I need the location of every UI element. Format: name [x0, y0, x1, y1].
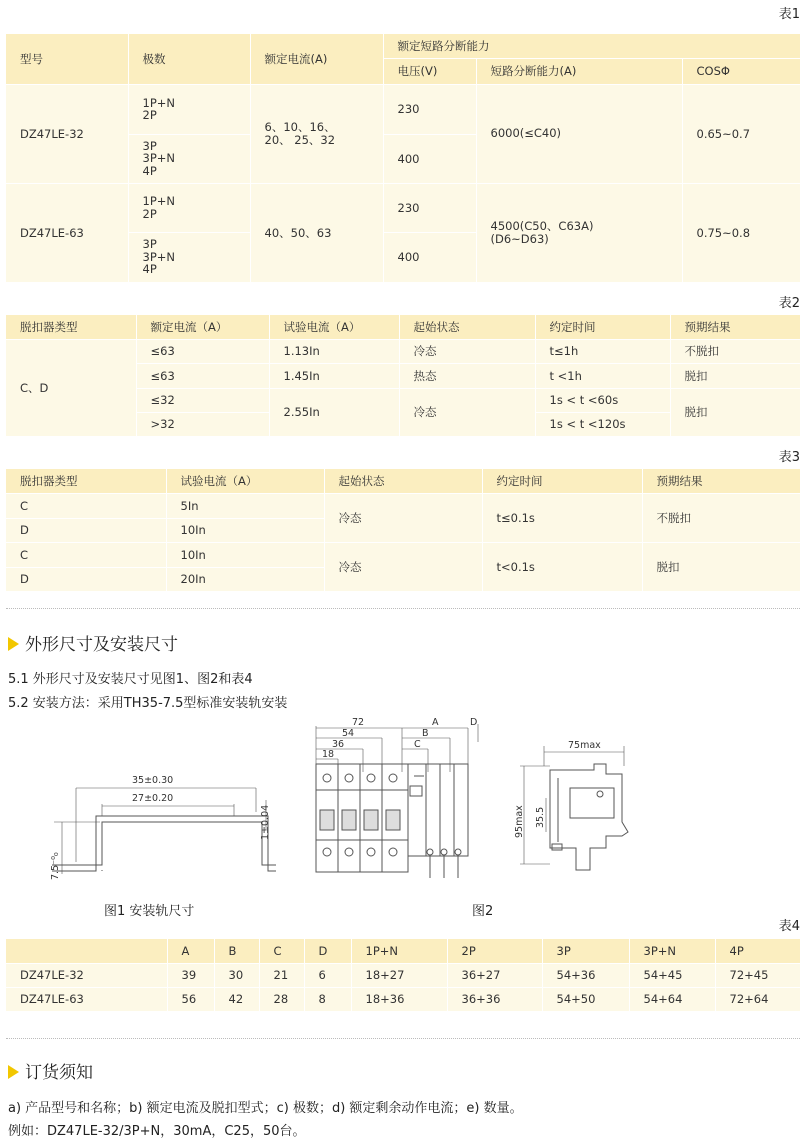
dim-72-label: 72: [352, 717, 365, 728]
test-cell: 2.55In: [269, 388, 399, 436]
trip-type-cell: C、D: [6, 339, 136, 436]
figure2-caption: 图2: [472, 904, 494, 919]
test-cell: 5In: [166, 493, 324, 518]
table-cell: 8: [304, 987, 351, 1011]
voltage-cell: 400: [383, 232, 476, 282]
header-initial-state: 起始状态: [324, 469, 482, 493]
table-cell: 28: [259, 987, 304, 1011]
state-cell: 热态: [399, 363, 535, 388]
table-cell: 54+45: [629, 963, 715, 987]
header-expected-result: 预期结果: [642, 469, 800, 493]
time-cell: 1s < t <120s: [535, 412, 670, 436]
state-cell: 冷态: [324, 493, 482, 542]
table3-label: 表3: [778, 450, 800, 465]
time-cell: t≤1h: [535, 339, 670, 363]
table-cell: 30: [214, 963, 259, 987]
order-line-1: a) 产品型号和名称；b) 额定电流及脱扣型式；c) 极数；d) 额定剩余动作电流；e) 数量。: [8, 1101, 523, 1116]
poles-cell: 1P+N 2P: [128, 84, 250, 134]
voltage-cell: 230: [383, 183, 476, 232]
header-a: A: [167, 939, 214, 963]
poles-cell: 3P 3P+N 4P: [128, 232, 250, 282]
poles-cell: 1P+N 2P: [128, 183, 250, 232]
result-cell: 脱扣: [670, 388, 800, 436]
table-cell: 21: [259, 963, 304, 987]
time-cell: 1s < t <60s: [535, 388, 670, 412]
dim-c-label: C: [414, 739, 421, 750]
table-cell: 54+50: [542, 987, 629, 1011]
header-4p: 4P: [715, 939, 800, 963]
test-cell: 20In: [166, 567, 324, 591]
section-order-heading: 订货须知: [8, 1058, 93, 1083]
breaking-cell: 6000(≤C40): [476, 84, 682, 183]
table-cell: 72+45: [715, 963, 800, 987]
dim-b-label: B: [422, 728, 429, 739]
rated-cell: >32: [136, 412, 269, 436]
header-initial-state: 起始状态: [399, 315, 535, 339]
time-cell: t<0.1s: [482, 542, 642, 591]
side-width-label: 75max: [568, 740, 601, 751]
rated-table: [6, 34, 800, 283]
header-model: 型号: [6, 34, 128, 84]
divider: [6, 608, 800, 609]
state-cell: 冷态: [324, 542, 482, 591]
table-cell: 42: [214, 987, 259, 1011]
header-trip-type: 脱扣器类型: [6, 315, 136, 339]
voltage-cell: 230: [383, 84, 476, 134]
test-cell: 1.45In: [269, 363, 399, 388]
rail-height-label: 7.5⁻⁰₀: [50, 852, 61, 880]
table1-label: 表1: [778, 7, 800, 22]
time-cell: t≤0.1s: [482, 493, 642, 542]
type-cell: D: [6, 567, 166, 591]
side-mid-label: 35.5: [535, 806, 546, 828]
rail-thickness-label: 1±0.04: [260, 804, 271, 840]
header-2p: 2P: [447, 939, 542, 963]
rail-drawing: [40, 770, 280, 890]
header-short-circuit: 短路分断能力(A): [476, 58, 682, 84]
header-c: C: [259, 939, 304, 963]
dimension-table: [6, 939, 800, 1012]
divider: [6, 1038, 800, 1039]
header-test-current: 试验电流（A）: [166, 469, 324, 493]
header-cos: COSΦ: [682, 58, 800, 84]
header-d: D: [304, 939, 351, 963]
header-poles: 极数: [128, 34, 250, 84]
table-cell: 56: [167, 987, 214, 1011]
dim-a-label: A: [432, 717, 439, 728]
table-cell: 72+64: [715, 987, 800, 1011]
result-cell: 不脱扣: [670, 339, 800, 363]
test-cell: 1.13In: [269, 339, 399, 363]
header-expected-result: 预期结果: [670, 315, 800, 339]
header-voltage: 电压(V): [383, 58, 476, 84]
table-cell: 54+64: [629, 987, 715, 1011]
order-line-2: 例如：DZ47LE-32/3P+N，30mA，C25，50台。: [8, 1124, 306, 1139]
header-rated-current: 额定电流（A）: [136, 315, 269, 339]
dim-54-label: 54: [342, 728, 355, 739]
model-cell: DZ47LE-32: [6, 84, 128, 183]
header-agreed-time: 约定时间: [482, 469, 642, 493]
table2-label: 表2: [778, 296, 800, 311]
state-cell: 冷态: [399, 339, 535, 363]
dim-d-label: D: [470, 717, 478, 728]
header-b: B: [214, 939, 259, 963]
side-height-label: 95max: [514, 805, 525, 838]
trip-test-table: [6, 315, 800, 437]
voltage-cell: 400: [383, 134, 476, 183]
side-view-drawing: [510, 736, 640, 886]
type-cell: D: [6, 518, 166, 542]
header-trip-type: 脱扣器类型: [6, 469, 166, 493]
table-cell: 36+27: [447, 963, 542, 987]
type-cell: C: [6, 493, 166, 518]
triangle-bullet-icon: [8, 637, 19, 651]
section-dimensions-heading: 外形尺寸及安装尺寸: [8, 630, 178, 655]
dimensions-line-1: 5.1 外形尺寸及安装尺寸见图1、图2和表4: [8, 672, 253, 687]
dimensions-line-2: 5.2 安装方法：采用TH35-7.5型标准安装轨安装: [8, 696, 288, 711]
state-cell: 冷态: [399, 388, 535, 436]
table-cell: 39: [167, 963, 214, 987]
triangle-bullet-icon: [8, 1065, 19, 1079]
table-cell: DZ47LE-63: [6, 987, 167, 1011]
table4-label: 表4: [778, 919, 800, 934]
test-cell: 10In: [166, 518, 324, 542]
dim-36-label: 36: [332, 739, 345, 750]
header-1pn: 1P+N: [351, 939, 447, 963]
type-cell: C: [6, 542, 166, 567]
cos-cell: 0.75~0.8: [682, 183, 800, 282]
result-cell: 脱扣: [642, 542, 800, 591]
rated-cell: ≤63: [136, 363, 269, 388]
table-cell: 18+36: [351, 987, 447, 1011]
header-agreed-time: 约定时间: [535, 315, 670, 339]
current-cell: 40、50、63: [250, 183, 383, 282]
breaking-cell: 4500(C50、C63A) (D6~D63): [476, 183, 682, 282]
result-cell: 脱扣: [670, 363, 800, 388]
time-cell: t <1h: [535, 363, 670, 388]
rated-cell: ≤63: [136, 339, 269, 363]
model-cell: DZ47LE-63: [6, 183, 128, 282]
poles-cell: 3P 3P+N 4P: [128, 134, 250, 183]
header-breaking: 额定短路分断能力: [383, 34, 800, 58]
cos-cell: 0.65~0.7: [682, 84, 800, 183]
table-cell: 6: [304, 963, 351, 987]
header-3pn: 3P+N: [629, 939, 715, 963]
table-cell: 18+27: [351, 963, 447, 987]
header-rated-current: 额定电流(A): [250, 34, 383, 84]
rated-cell: ≤32: [136, 388, 269, 412]
header-3p: 3P: [542, 939, 629, 963]
rail-outer-width-label: 35±0.30: [132, 775, 174, 786]
test-cell: 10In: [166, 542, 324, 567]
instant-trip-table: [6, 469, 800, 592]
figure1-caption: 图1 安装轨尺寸: [104, 904, 195, 919]
front-view-drawing: [300, 712, 500, 882]
rail-inner-width-label: 27±0.20: [132, 793, 174, 804]
result-cell: 不脱扣: [642, 493, 800, 542]
dim-18-label: 18: [322, 749, 335, 760]
current-cell: 6、10、16、 20、 25、32: [250, 84, 383, 183]
table-cell: 36+36: [447, 987, 542, 1011]
table-cell: DZ47LE-32: [6, 963, 167, 987]
header-blank: [6, 939, 167, 963]
header-test-current: 试验电流（A）: [269, 315, 399, 339]
table-cell: 54+36: [542, 963, 629, 987]
